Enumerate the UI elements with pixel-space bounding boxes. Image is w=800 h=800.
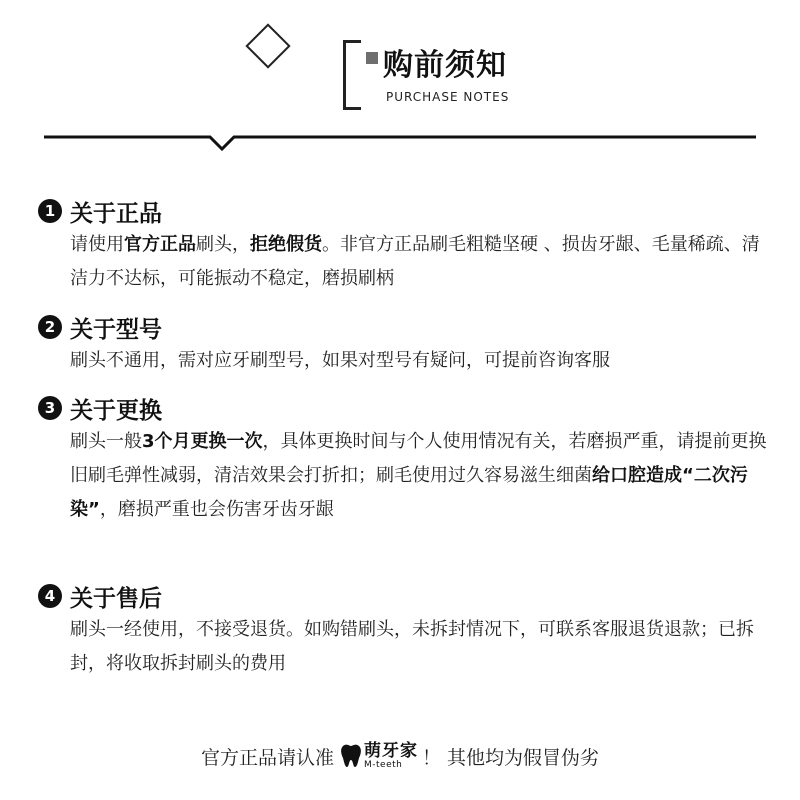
brand-logo — [340, 740, 418, 770]
text: ，磨损严重也会伤害牙齿牙龈 — [99, 499, 334, 520]
logo-text-cn: 萌牙家 — [363, 740, 418, 761]
section-title: 关于售后 — [70, 585, 162, 612]
section-paragraph — [70, 228, 768, 296]
section-paragraph: 刷头不通用，需对应牙刷型号，如果对型号有疑问，可提前咨询客服 — [70, 350, 610, 371]
text: 刷头， — [196, 234, 250, 255]
section-title: 关于正品 — [70, 200, 162, 227]
section-paragraph: 刷头一经使用，不接受退货。如购错刷头，未拆封情况下，可联系客服退货退款；已拆封，将收取拆封刷头的费用 — [70, 619, 754, 674]
square-icon — [366, 52, 378, 64]
text: 旧刷毛弹性减弱，清洁效果会打折扣；刷毛使用过久容易滋生细菌 — [70, 465, 592, 486]
section-paragraph — [70, 459, 768, 527]
number-badge: 2 — [38, 315, 62, 339]
page-title: 购前须知 — [383, 48, 507, 83]
text: 刷头一般 — [70, 431, 142, 452]
number-badge: 4 — [38, 584, 62, 608]
page-subtitle: PURCHASE NOTES — [386, 90, 510, 104]
bracket-decoration — [343, 40, 361, 110]
section-title: 关于更换 — [70, 397, 162, 424]
section-after-sales — [38, 579, 768, 681]
text: ，具体更换时间与个人使用情况有关，若磨损严重，请提前更换 — [262, 431, 767, 452]
section-authentic — [38, 194, 768, 296]
bold-text: 拒绝假货 — [250, 234, 322, 255]
text: 请使用 — [70, 234, 124, 255]
bold-text: 3个月更换一次 — [142, 431, 263, 452]
footer — [0, 736, 800, 776]
section-paragraph — [70, 425, 768, 459]
section-replacement — [38, 391, 768, 527]
diamond-icon — [245, 23, 290, 68]
header — [0, 0, 800, 160]
footer-text-post: ！ 其他均为假冒伪劣 — [421, 746, 600, 769]
footer-text-pre: 官方正品请认准 — [200, 746, 334, 769]
tooth-icon — [340, 743, 362, 769]
number-badge: 1 — [38, 199, 62, 223]
divider-with-notch — [0, 128, 800, 154]
section-title: 关于型号 — [70, 316, 162, 343]
bold-text: 官方正品 — [124, 234, 196, 255]
section-model — [38, 310, 768, 378]
text: 。非官方正品刷毛粗糙坚硬 、损齿牙龈、毛量稀疏、清洁力不达标，可能振动不稳定，磨损刷柄 — [70, 234, 760, 289]
number-badge: 3 — [38, 396, 62, 420]
logo-text-en: M-teeth — [363, 759, 403, 770]
bold-text: 给口腔造成“二次污染” — [70, 465, 748, 520]
